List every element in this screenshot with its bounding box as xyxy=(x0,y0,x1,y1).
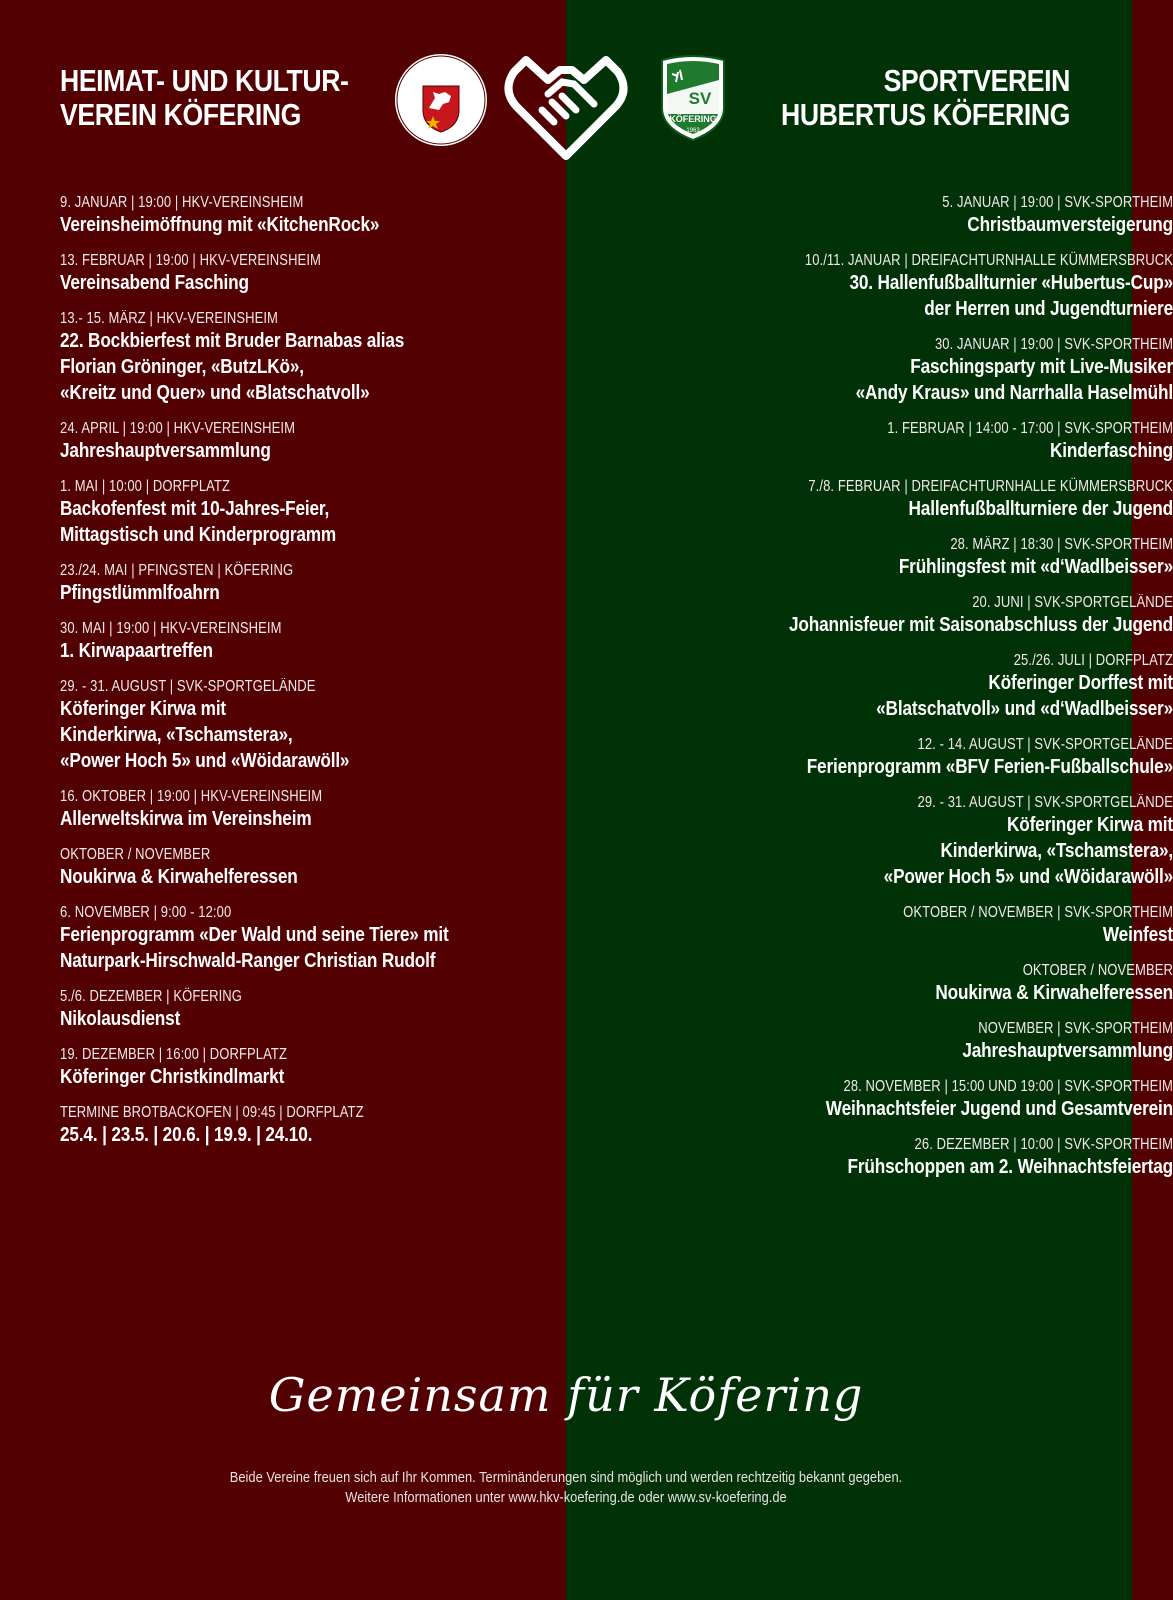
event-item xyxy=(60,788,561,832)
event-title: Frühschoppen am 2. Weihnachtsfeiertag xyxy=(847,1155,1173,1178)
footer-note: Beide Vereine freuen sich auf Ihr Kommen. Terminänderungen sind möglich und werden rechtzeitig bekannt gegeben. xyxy=(229,1469,903,1486)
event-item xyxy=(60,846,561,890)
sv-logo-letters: SV xyxy=(688,89,712,108)
event-title: Weihnachtsfeier Jugend und Gesamtverein xyxy=(825,1097,1173,1120)
event-item xyxy=(633,904,1173,948)
event-meta: 16. OKTOBER | 19:00 | HKV-VEREINSHEIM xyxy=(60,788,323,805)
event-meta: 1. FEBRUAR | 14:00 - 17:00 | SVK-SPORTHEIM xyxy=(887,420,1173,437)
event-item xyxy=(60,988,561,1032)
event-meta: NOVEMBER | SVK-SPORTHEIM xyxy=(978,1020,1173,1037)
event-title: Köferinger Kirwa mit Kinderkirwa, «Tschamstera», «Power Hoch 5» und «Wöidarawöll» xyxy=(883,813,1173,888)
event-item xyxy=(633,194,1173,238)
event-meta: 20. JUNI | SVK-SPORTGELÄNDE xyxy=(972,594,1173,611)
event-item xyxy=(60,252,561,296)
event-meta: 30. MAI | 19:00 | HKV-VEREINSHEIM xyxy=(60,620,282,637)
event-item xyxy=(60,1046,561,1090)
event-title: Noukirwa & Kirwahelferessen xyxy=(935,981,1173,1004)
event-item xyxy=(633,1078,1173,1122)
event-meta: 7./8. FEBRUAR | DREIFACHTURNHALLE KÜMMERSBRUCK xyxy=(808,478,1173,495)
event-title: Jahreshauptversammlung xyxy=(60,439,271,462)
sv-event-list xyxy=(530,194,1173,1194)
event-meta: 1. MAI | 10:00 | DORFPLATZ xyxy=(60,478,231,495)
event-meta: 25./26. JULI | DORFPLATZ xyxy=(1013,652,1173,669)
event-item xyxy=(60,562,561,606)
event-title: Christbaumversteigerung xyxy=(967,213,1173,236)
event-item xyxy=(633,336,1173,406)
event-meta: 5./6. DEZEMBER | KÖFERING xyxy=(60,988,243,1005)
event-title: Vereinsabend Fasching xyxy=(60,271,249,294)
event-meta: 28. MÄRZ | 18:30 | SVK-SPORTHEIM xyxy=(950,536,1173,553)
sv-logo-name: KÖFERING xyxy=(669,114,717,124)
event-title: Köferinger Kirwa mit Kinderkirwa, «Tschamstera», «Power Hoch 5» und «Wöidarawöll» xyxy=(60,697,350,772)
event-meta: 23./24. MAI | PFINGSTEN | KÖFERING xyxy=(60,562,294,579)
event-title: Ferienprogramm «BFV Ferien-Fußballschule» xyxy=(806,755,1173,778)
event-item xyxy=(60,620,561,664)
event-meta: OKTOBER / NOVEMBER xyxy=(1022,962,1173,979)
event-title: Frühlingsfest mit «d‘Wadlbeisser» xyxy=(898,555,1173,578)
hkv-club-title: HEIMAT- UND KULTUR- VEREIN KÖFERING xyxy=(60,63,349,132)
event-title: 30. Hallenfußballturnier «Hubertus-Cup» der Herren und Jugendturniere xyxy=(849,271,1173,320)
event-title: Noukirwa & Kirwahelferessen xyxy=(60,865,298,888)
event-meta: 13. FEBRUAR | 19:00 | HKV-VEREINSHEIM xyxy=(60,252,321,269)
event-meta: 28. NOVEMBER | 15:00 UND 19:00 | SVK-SPORTHEIM xyxy=(843,1078,1173,1095)
event-item xyxy=(60,1104,561,1148)
event-meta: 10./11. JANUAR | DREIFACHTURNHALLE KÜMMERSBRUCK xyxy=(804,252,1173,269)
event-title: Köferinger Dorffest mit «Blatschatvoll» und «d‘Wadlbeisser» xyxy=(876,671,1173,720)
event-meta: 5. JANUAR | 19:00 | SVK-SPORTHEIM xyxy=(942,194,1173,211)
event-title: Johannisfeuer mit Saisonabschluss der Jugend xyxy=(789,613,1173,636)
event-item xyxy=(60,478,561,548)
event-meta: OKTOBER / NOVEMBER xyxy=(60,846,211,863)
event-item xyxy=(633,652,1173,722)
event-meta: 13.- 15. MÄRZ | HKV-VEREINSHEIM xyxy=(60,310,278,327)
event-title: Allerweltskirwa im Vereinsheim xyxy=(60,807,312,830)
event-item xyxy=(60,678,561,774)
event-title: Faschingsparty mit Live-Musiker «Andy Kraus» und Narrhalla Haselmühl xyxy=(855,355,1173,404)
event-item xyxy=(633,1020,1173,1064)
event-title: Jahreshauptversammlung xyxy=(962,1039,1173,1062)
hkv-logo xyxy=(393,52,489,148)
footer xyxy=(0,1468,1132,1508)
event-item xyxy=(633,594,1173,638)
event-title: Weinfest xyxy=(1102,923,1173,946)
event-meta: 9. JANUAR | 19:00 | HKV-VEREINSHEIM xyxy=(60,194,304,211)
sv-logo xyxy=(658,54,728,142)
event-meta: 29. - 31. AUGUST | SVK-SPORTGELÄNDE xyxy=(917,794,1173,811)
event-title: 1. Kirwapaartreffen xyxy=(60,639,213,662)
event-item xyxy=(60,194,561,238)
event-title: Pfingstlümmlfoahrn xyxy=(60,581,220,604)
event-title: 25.4. | 23.5. | 20.6. | 19.9. | 24.10. xyxy=(60,1123,313,1146)
event-meta: OKTOBER / NOVEMBER | SVK-SPORTHEIM xyxy=(903,904,1173,921)
event-item xyxy=(633,962,1173,1006)
sv-club-title: SPORTVEREIN HUBERTUS KÖFERING xyxy=(781,63,1070,132)
event-meta: 19. DEZEMBER | 16:00 | DORFPLATZ xyxy=(60,1046,287,1063)
event-meta: 12. - 14. AUGUST | SVK-SPORTGELÄNDE xyxy=(917,736,1173,753)
event-title: 22. Bockbierfest mit Bruder Barnabas alias Florian Gröninger, «ButzLKö», «Kreitz und Quer» und «Blatschatvoll» xyxy=(60,329,405,404)
event-title: Nikolausdienst xyxy=(60,1007,181,1030)
event-meta: 6. NOVEMBER | 9:00 - 12:00 xyxy=(60,904,232,921)
event-item xyxy=(633,794,1173,890)
event-meta: TERMINE BROTBACKOFEN | 09:45 | DORFPLATZ xyxy=(60,1104,364,1121)
event-title: Vereinsheimöffnung mit «KitchenRock» xyxy=(60,213,380,236)
event-item xyxy=(633,536,1173,580)
handshake-heart-icon xyxy=(502,44,630,164)
event-meta: 29. - 31. AUGUST | SVK-SPORTGELÄNDE xyxy=(60,678,316,695)
event-title: Backofenfest mit 10-Jahres-Feier, Mittagstisch und Kinderprogramm xyxy=(60,497,337,546)
event-title: Ferienprogramm «Der Wald und seine Tiere» mit Naturpark-Hirschwald-Ranger Christian Rudolf xyxy=(60,923,449,972)
event-item xyxy=(633,252,1173,322)
event-meta: 30. JANUAR | 19:00 | SVK-SPORTHEIM xyxy=(934,336,1173,353)
sv-logo-year: 1963 xyxy=(686,128,700,134)
event-item xyxy=(60,904,561,974)
event-item xyxy=(633,478,1173,522)
event-meta: 26. DEZEMBER | 10:00 | SVK-SPORTHEIM xyxy=(914,1136,1173,1153)
event-item xyxy=(633,1136,1173,1180)
event-title: Kinderfasching xyxy=(1050,439,1173,462)
event-title: Hallenfußballturniere der Jugend xyxy=(908,497,1173,520)
event-item xyxy=(60,310,561,406)
event-item xyxy=(633,420,1173,464)
event-item xyxy=(60,420,561,464)
footer-links: Weitere Informationen unter www.hkv-koefering.de oder www.sv-koefering.de xyxy=(345,1489,787,1506)
slogan: Gemeinsam für Köfering xyxy=(268,1368,864,1422)
hkv-event-list xyxy=(60,194,560,1162)
event-title: Köferinger Christkindlmarkt xyxy=(60,1065,285,1088)
event-meta: 24. APRIL | 19:00 | HKV-VEREINSHEIM xyxy=(60,420,296,437)
event-item xyxy=(633,736,1173,780)
